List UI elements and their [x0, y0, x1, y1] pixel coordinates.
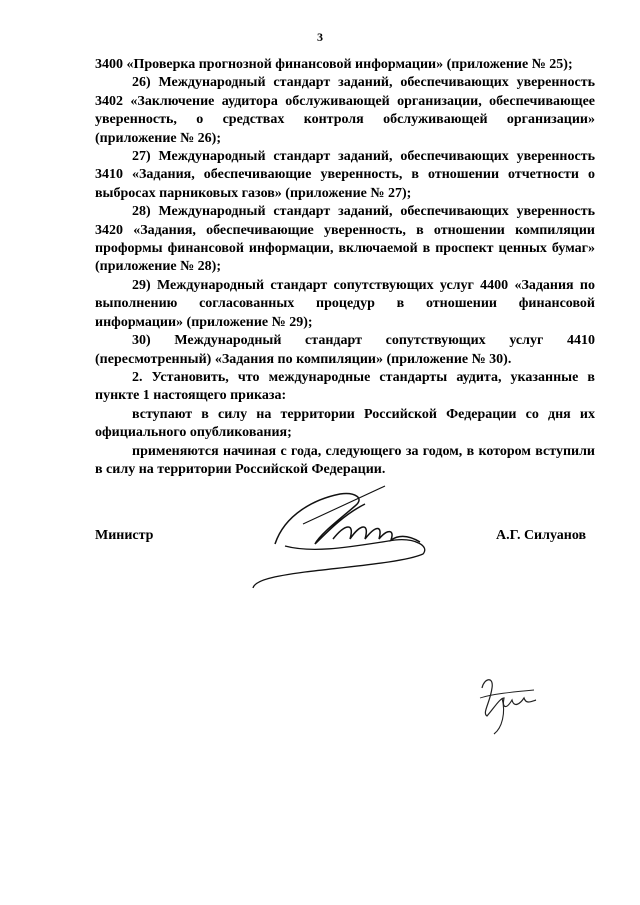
paragraph: 2. Установить, что международные стандарты аудита, указанные в пункте 1 настоящего приказа: [95, 369, 595, 404]
signatory-title: Министр [95, 528, 154, 543]
page-number: 3 [317, 30, 323, 44]
paragraph: 30) Международный стандарт сопутствующих услуг 4410 (пересмотренный) «Задания по компиляции» (приложение № 30). [95, 333, 595, 367]
paragraph: 3400 «Проверка прогнозной финансовой информации» (приложение № 25); [95, 57, 573, 72]
paragraph: 29) Международный стандарт сопутствующих услуг 4400 «Задания по выполнению согласованных процедур в отношении финансовой информации» (приложение № 29); [95, 277, 595, 330]
signatory-name: А.Г. Силуанов [496, 528, 587, 543]
paragraph: вступают в силу на территории Российской Федерации со дня их официального опубликования; [95, 406, 595, 441]
paragraph: 27) Международный стандарт заданий, обеспечивающих уверенность 3410 «Задания, обеспечивающие уверенность, в отношении отчетности о выбросах парниковых газов» (приложение № 27); [95, 149, 595, 201]
initials-mark [472, 668, 542, 738]
handwritten-signature [245, 484, 445, 594]
document-body [95, 56, 595, 479]
paragraph: 28) Международный стандарт заданий, обеспечивающих уверенность 3420 «Задания, обеспечивающие уверенность, в отношении компиляции проформы финансовой информации, включаемой в проспект ценных бумаг» (приложение № 28); [95, 204, 595, 275]
paragraph: 26) Международный стандарт заданий, обеспечивающих уверенность 3402 «Заключение аудитора обслуживающей организации, обеспечивающее уверенность, о средствах контроля обслуживающей организации» (приложение № 26); [95, 75, 595, 146]
paragraph: применяются начиная с года, следующего за годом, в котором вступили в силу на территории Российской Федерации. [95, 443, 595, 477]
